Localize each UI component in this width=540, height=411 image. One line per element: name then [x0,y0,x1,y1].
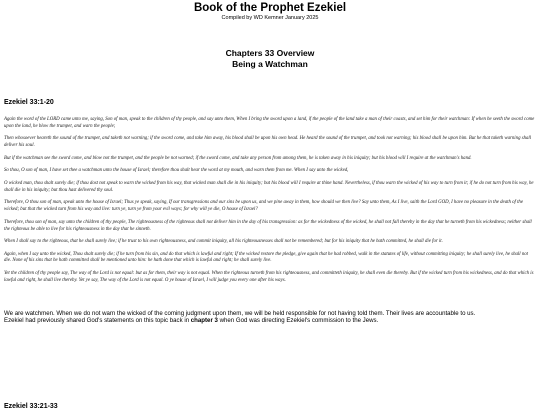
commentary-text: when God was directing Ezekiel's commission to the Jews. [217,317,379,325]
scripture-paragraph: Therefore, thou son of man, say unto the children of thy people, The righteousness of the righteous shall not deliver him in the day of his transgression: as for the wickedness of the wicked, he shall not fall thereby in the day that he turneth from his wickedness; neither shall the righteous be able to live for his righteousness in the day that he sinneth. [4,219,532,232]
chapter-overview-heading [4,48,536,69]
scripture-paragraph: Again, when I say unto the wicked, Thou shalt surely die; if he turn from his sin, and do that which is lawful and right; If the wicked restore the pledge, give again that he had robbed, walk in the statutes of life, without committing iniquity; he shall surely live, he shall not die. None of his sins that he hath committed shall be mentioned unto him: he hath done that which is lawful and right; he shall surely live. [4,251,529,264]
section-reference: Ezekiel 33:1-20 [4,99,54,106]
scripture-paragraph: Again the word of the LORD came unto me, saying, Son of man, speak to the children of thy people, and say unto them, When I bring the sword upon a land, if the people of the land take a man of their coasts, and set him for their watchman: If when he seeth the sword come upon the land, he blow the trumpet, and warn the people; [4,117,535,129]
scripture-paragraph: Therefore, O thou son of man, speak unto the house of Israel; Thus ye speak, saying, If our transgressions and our sins be upon us, and we pine away in them, how should we then live? Say unto them, As I live, saith the Lord GOD, I have no pleasure in the death of the wicked; but that the wicked turn from his way and live: turn ye, turn ye from your evil ways; for why will ye die, O house of Israel? [4,200,523,213]
overview-line-1: Chapters 33 Overview [225,48,315,58]
commentary-text: Ezekiel had previously shared God's statements on this topic back in [4,317,191,325]
commentary-block [4,310,536,325]
document-page [0,2,540,410]
scripture-passage [4,117,536,285]
document-subtitle: Compiled by WD Kemner January 2025 [221,15,319,21]
scripture-paragraph: But if the watchman see the sword come, and blow not the trumpet, and the people be not warned; if the sword come, and take any person from among them, he is taken away in his iniquity; but his blood will I require at the watchman's hand. [4,155,472,161]
overview-line-2: Being a Watchman [232,58,308,69]
scripture-paragraph: So thou, O son of man, I have set thee a watchman unto the house of Israel; therefore thou shalt hear the word at my mouth, and warn them from me. When I say unto the wicked, [4,168,349,174]
chapter-reference: chapter 3 [190,317,218,325]
scripture-paragraph: O wicked man, thou shalt surely die; if thou dost not speak to warn the wicked from his way, that wicked man shall die in his iniquity; but his blood will I require at thine hand. Nevertheless, if thou warn the wicked of his way to turn from it; if he do not turn from his way, he shall die in his iniquity; but thou hast delivered thy soul. [4,180,534,193]
commentary-line-2 [4,317,536,325]
commentary-line-1: We are watchmen. When we do not warn the wicked of the coming judgment upon them, we will be held responsible for not having told them. Their lives are accountable to us. [4,309,476,317]
document-title: Book of the Prophet Ezekiel [193,2,347,14]
scripture-paragraph: When I shall say to the righteous, that he shall surely live; if he trust to his own righteousness, and commit iniquity, all his righteousnesses shall not be remembered; but for his iniquity that he hath committed, he shall die for it. [4,239,443,245]
scripture-paragraph: Yet the children of thy people say, The way of the Lord is not equal: but as for them, their way is not equal. When the righteous turneth from his righteousness, and committeth iniquity, he shall even die thereby. But if the wicked turn from his wickedness, and do that which is lawful and right, he shall live thereby. Yet ye say, The way of the Lord is not equal. O ye house of Israel, I will judge you every one after his ways. [4,270,534,283]
next-section-reference: Ezekiel 33:21-33 [4,403,58,410]
scripture-paragraph: Then whosoever heareth the sound of the trumpet, and taketh not warning; if the sword come, and take him away, his blood shall be upon his own head. He heard the sound of the trumpet, and took not warning; his blood shall be upon him. But he that taketh warning shall deliver his soul. [4,136,532,149]
